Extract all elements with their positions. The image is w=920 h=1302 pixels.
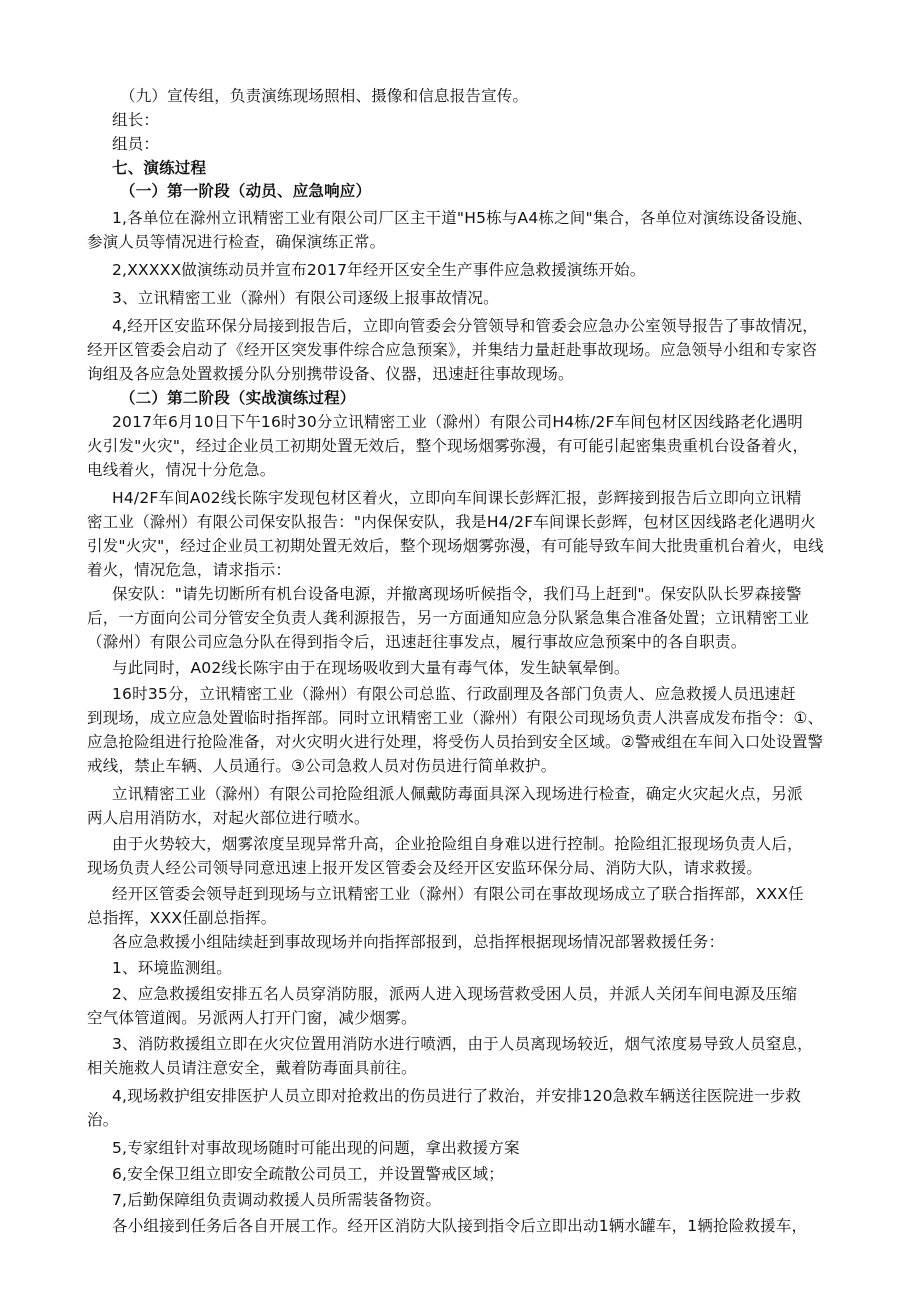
section-heading: （一）第一阶段（动员、应急响应） (120, 182, 372, 200)
paragraph-line: H4/2F车间A02线长陈宇发现包材区着火，立即向车间课长彭辉汇报，彭辉接到报告后立即向立讯精 (112, 489, 802, 507)
paragraph-line: （滁州）有限公司应急分队在得到指令后，迅速赶往事发点，履行事故应急预案中的各自职责。 (87, 633, 747, 651)
paragraph-line: 两人启用消防水，对起火部位进行喷水。 (87, 809, 370, 827)
paragraph-line: 空气体管道阀。另派两人打开门窗，减少烟雾。 (87, 1009, 417, 1027)
paragraph-line: 6,安全保卫组立即安全疏散公司员工，并设置警戒区域； (112, 1165, 504, 1183)
paragraph-line: 密工业（滁州）有限公司保安队报告："内保保安队，我是H4/2F车间课长彭辉，包材区因线路老化遇明火 (87, 513, 816, 531)
paragraph-line: 火引发"火灾"，经过企业员工初期处置无效后，整个现场烟雾弥漫，有可能引起密集贵重机台设备着火， (87, 437, 809, 455)
paragraph-line: 由于火势较大，烟雾浓度呈现异常升高，企业抢险组自身难以进行控制。抢险组汇报现场负责人后， (112, 835, 803, 853)
paragraph-line: 总指挥，XXX任副总指挥。 (87, 909, 277, 927)
paragraph-line: 7,后勤保障组负责调动救援人员所需装备物资。 (112, 1191, 442, 1209)
paragraph-line: 后，一方面向公司分管安全负责人龚利源报告，另一方面通知应急分队紧急集合准备处置；立讯精密工业 (87, 609, 810, 627)
paragraph-line: 各应急救援小组陆续赶到事故现场并向指挥部报到，总指挥根据现场情况部署救援任务： (112, 933, 725, 951)
paragraph-line: 现场负责人经公司领导同意迅速上报开发区管委会及经开区安监环保分局、消防大队，请求救援。 (87, 859, 763, 877)
paragraph-line: 2,XXXXX做演练动员并宣布2017年经开区安全生产事件应急救援演练开始。 (112, 261, 646, 279)
paragraph-line: 3、消防救援组立即在火灾位置用消防水进行喷洒，由于人员离现场较近，烟气浓度易导致人员窒息， (112, 1035, 813, 1053)
paragraph-line: 电线着火，情况十分危急。 (87, 461, 276, 479)
paragraph-line: 5,专家组针对事故现场随时可能出现的问题，拿出救援方案 (112, 1139, 520, 1157)
paragraph-line: 1,各单位在滁州立讯精密工业有限公司厂区主干道"H5栋与A4栋之间"集合，各单位对演练设备设施、 (112, 209, 813, 227)
paragraph-line: 与此同时，A02线长陈宇由于在现场吸收到大量有毒气体，发生缺氧晕倒。 (112, 659, 630, 677)
paragraph-line: 各小组接到任务后各自开展工作。经开区消防大队接到指令后立即出动1辆水罐车，1辆抢险救援车， (112, 1217, 808, 1235)
paragraph-line: 2、应急救援组安排五名人员穿消防服，派两人进入现场营救受困人员，并派人关闭车间电源及压缩 (112, 985, 798, 1003)
paragraph-line: 参演人员等情况进行检查，确保演练正常。 (87, 233, 386, 251)
paragraph-line: 立讯精密工业（滁州）有限公司抢险组派人佩戴防毒面具深入现场进行检查，确定火灾起火点，另派 (112, 785, 803, 803)
paragraph-line: 4,现场救护组安排医护人员立即对抢救出的伤员进行了救治，并安排120急救车辆送往医院进一步救 (112, 1087, 802, 1105)
paragraph-line: 询组及各应急处置救援分队分别携带设备、仪器，迅速赶往事故现场。 (87, 365, 574, 383)
paragraph-line: （九）宣传组，负责演练现场照相、摄像和信息报告宣传。 (120, 87, 529, 105)
section-heading: 七、演练过程 (112, 159, 207, 177)
paragraph-line: 到现场，成立应急处置临时指挥部。同时立讯精密工业（滁州）有限公司现场负责人洪喜成发布指令：①、 (87, 709, 824, 727)
paragraph-line: 组长： (112, 111, 160, 129)
paragraph-line: 治。 (87, 1111, 119, 1129)
paragraph-line: 3、立讯精密工业（滁州）有限公司逐级上报事故情况。 (112, 289, 499, 307)
paragraph-line: 4,经开区安监环保分局接到报告后，立即向管委会分管领导和管委会应急办公室领导报告了事故情况， (112, 317, 818, 335)
paragraph-line: 着火，情况危急，请求指示： (87, 561, 292, 579)
paragraph-line: 经开区管委会领导赶到现场与立讯精密工业（滁州）有限公司在事故现场成立了联合指挥部，XXX任 (112, 885, 804, 903)
paragraph-line: 引发"火灾"，经过企业员工初期处置无效后，整个现场烟雾弥漫，有可能导致车间大批贵重机台着火，电线 (87, 537, 824, 555)
paragraph-line: 经开区管委会启动了《经开区突发事件综合应急预案》，并集结力量赶赴事故现场。应急领导小组和专家咨 (87, 341, 818, 359)
paragraph-line: 16时35分，立讯精密工业（滁州）有限公司总监、行政副理及各部门负责人、应急救援人员迅速赶 (112, 685, 796, 703)
paragraph-line: 保安队："请先切断所有机台设备电源，并撤离现场听候指令，我们马上赶到"。保安队队长罗森接警 (112, 585, 802, 603)
paragraph-line: 应急抢险组进行抢险准备，对火灾明火进行处理，将受伤人员抬到安全区域。②警戒组在车间入口处设置警 (87, 733, 824, 751)
paragraph-line: 1、环境监测组。 (112, 959, 232, 977)
paragraph-line: 相关施救人员请注意安全，戴着防毒面具前往。 (87, 1059, 417, 1077)
paragraph-line: 戒线，禁止车辆、人员通行。③公司急救人员对伤员进行简单救护。 (87, 757, 557, 775)
section-heading: （二）第二阶段（实战演练过程） (120, 389, 356, 407)
paragraph-line: 组员： (112, 135, 160, 153)
paragraph-line: 2017年6月10日下午16时30分立讯精密工业（滁州）有限公司H4栋/2F车间包材区因线路老化遇明 (112, 413, 803, 431)
